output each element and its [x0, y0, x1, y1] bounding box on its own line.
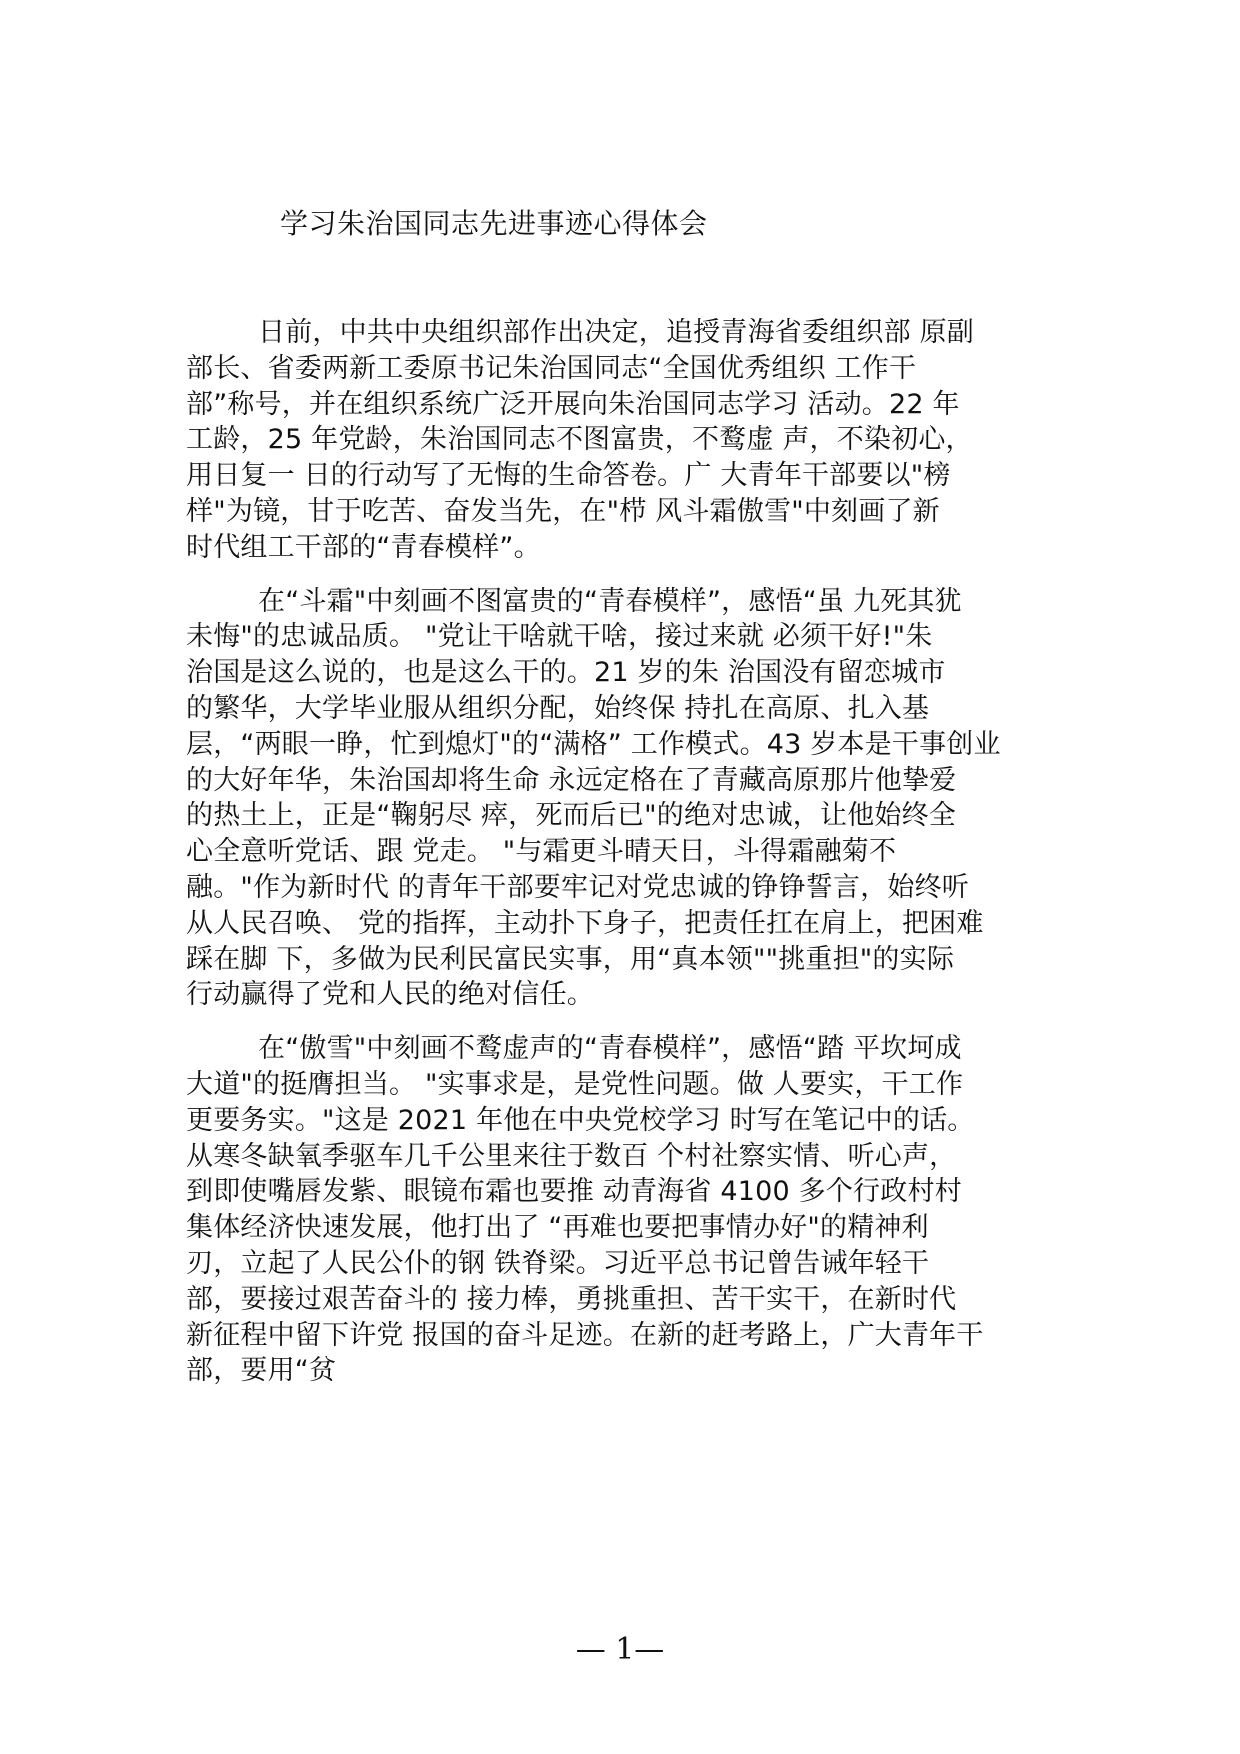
text-line: 部，要接过艰苦奋斗的 接力棒，勇挑重担、苦干实干，在新时代 — [186, 1283, 957, 1315]
text-line: 的大好年华，朱治国却将生命 永远定格在了青藏高原那片他挚爱 — [186, 764, 957, 796]
text-line: 从人民召唤、 党的指挥，主动扑下身子，把责任扛在肩上，把困难 — [186, 907, 984, 939]
text-line: 新征程中留下许党 报国的奋斗足迹。在新的赶考路上，广大青年干 — [186, 1319, 984, 1351]
text-line: 在“傲雪"中刻画不鹜虚声的“青春模样”，感悟“踏 平坎坷成 — [258, 1033, 962, 1065]
text-line: 未悔"的忠诚品质。 "党让干啥就干啥，接过来就 必须干好!"朱 — [186, 621, 933, 653]
text-line: 融。"作为新时代 的青年干部要牢记对党忠诚的铮铮誓言，始终听 — [186, 871, 970, 903]
text-line: 到即使嘴唇发紫、眼镜布霜也要推 动青海省 4100 多个行政村村 — [186, 1176, 962, 1208]
document-body — [186, 315, 1066, 1407]
text-line: 工龄，25 年党龄，朱治国同志不图富贵，不鹜虚 声，不染初心， — [186, 424, 973, 456]
text-line: 行动赢得了党和人民的绝对信任。 — [186, 979, 594, 1011]
text-line: 部，要用“贫 — [186, 1355, 337, 1387]
text-line: 部”称号，并在组织系统广泛开展向朱治国同志学习 活动。22 年 — [186, 388, 960, 420]
text-line: 治国是这么说的，也是这么干的。21 岁的朱 治国没有留恋城市 — [186, 657, 946, 689]
text-line: 用日复一 日的行动写了无悔的生命答卷。广 大青年干部要以"榜 — [186, 460, 951, 492]
paragraph — [186, 315, 1066, 566]
paragraph — [186, 584, 1066, 1014]
text-line: 大道"的挺膺担当。 "实事求是，是党性问题。做 人要实，干工作 — [186, 1068, 964, 1100]
text-line: 集体经济快速发展，他打出了 “再难也要把事情办好"的精神利 — [186, 1212, 929, 1244]
paragraph — [186, 1031, 1066, 1389]
text-line: 的热土上，正是“鞠躬尽 瘁，死而后已"的绝对忠诚，让他始终全 — [186, 800, 956, 832]
text-line: 踩在脚 下，多做为民利民富民实事，用“真本领""挑重担"的实际 — [186, 943, 955, 975]
text-line: 日前，中共中央组织部作出决定，追授青海省委组织部 原副 — [258, 317, 974, 348]
text-line: 刃，立起了人民公仆的钢 铁脊梁。习近平总书记曾告诫年轻干 — [186, 1247, 930, 1279]
text-line: 从寒冬缺氧季驱车几千公里来往于数百 个村社察实情、听心声， — [186, 1140, 957, 1172]
text-line: 层，“两眼一睁，忙到熄灯"的“满格” 工作模式。43 岁本是干事创业 — [186, 728, 1001, 760]
text-line: 样"为镜，甘于吃苦、奋发当先，在"栉 风斗霜傲雪"中刻画了新 — [186, 495, 940, 527]
text-line: 更要务实。"这是 2021 年他在中央党校学习 时写在笔记中的话。 — [186, 1104, 975, 1136]
text-line: 时代组工干部的“青春模样”。 — [186, 531, 541, 563]
document-title: 学习朱治国同志先进事迹心得体会 — [280, 207, 708, 240]
page-number: — 1— — [575, 1632, 665, 1667]
text-line: 部长、省委两新工委原书记朱治国同志“全国优秀组织 工作干 — [186, 352, 917, 384]
text-line: 心全意听党话、跟 党走。 "与霜更斗晴天日，斗得霜融菊不 — [186, 836, 897, 868]
text-line: 的繁华，大学毕业服从组织分配，始终保 持扎在高原、扎入基 — [186, 692, 930, 724]
text-line: 在“斗霜"中刻画不图富贵的“青春模样”，感悟“虽 九死其犹 — [258, 585, 962, 617]
